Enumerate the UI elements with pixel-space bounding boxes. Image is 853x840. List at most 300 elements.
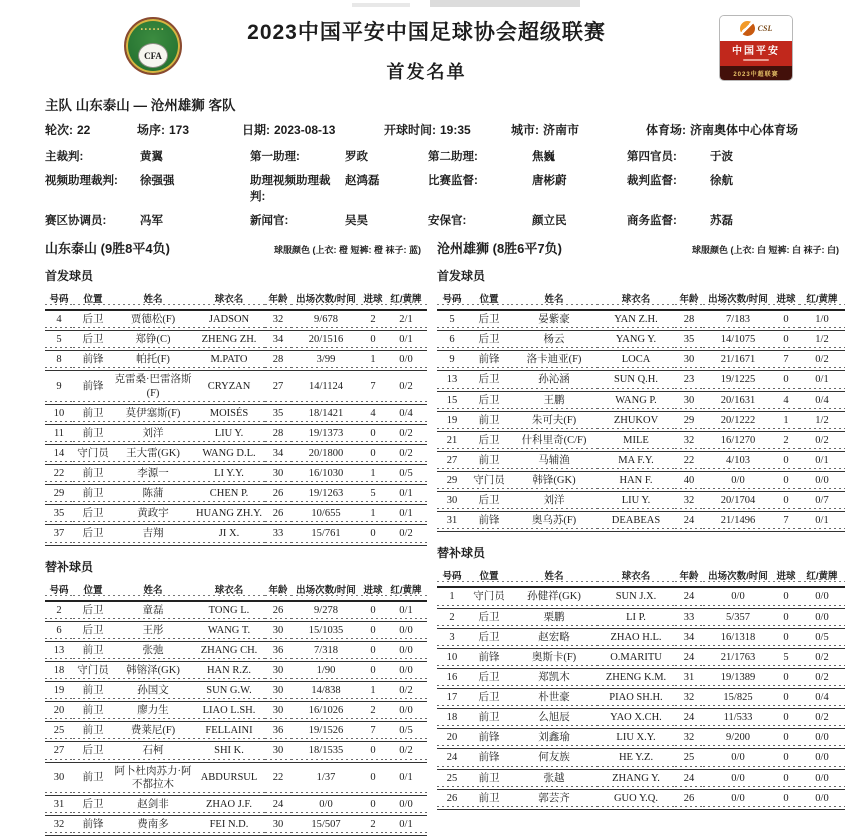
cell-name: 韩锋(GK) bbox=[511, 472, 597, 492]
cell-goals: 0 bbox=[773, 709, 799, 729]
player-row bbox=[437, 709, 845, 729]
official-name: 焦巍 bbox=[532, 151, 555, 163]
cell-cards: 0/2 bbox=[385, 525, 427, 545]
cell-jersey-name: LIU Y. bbox=[193, 424, 265, 444]
cell-apps-time: 14/1124 bbox=[291, 371, 361, 404]
official-name: 唐彬蔚 bbox=[532, 175, 567, 187]
csl-sponsor-logo bbox=[719, 15, 793, 81]
col-cards: 红/黄牌 bbox=[385, 579, 427, 601]
cell-name: 莫伊塞斯(F) bbox=[113, 404, 193, 424]
cell-cards: 0/0 bbox=[385, 661, 427, 681]
cell-age: 26 bbox=[265, 505, 291, 525]
cell-jersey-name: M.PATO bbox=[193, 351, 265, 371]
cell-apps-time: 20/1631 bbox=[703, 391, 773, 411]
cell-position: 前卫 bbox=[467, 411, 511, 431]
cell-cards: 0/0 bbox=[799, 472, 845, 492]
cell-cards: 0/1 bbox=[385, 762, 427, 795]
cell-name: 孙沁涵 bbox=[511, 371, 597, 391]
player-row bbox=[437, 411, 845, 431]
csl-word: CSL bbox=[757, 24, 773, 33]
col-name: 姓名 bbox=[511, 565, 597, 587]
cell-name: 王大雷(GK) bbox=[113, 444, 193, 464]
cell-name: 刘洋 bbox=[113, 424, 193, 444]
cell-age: 32 bbox=[675, 492, 703, 512]
cell-number: 6 bbox=[437, 331, 467, 351]
cell-number: 19 bbox=[437, 411, 467, 431]
cell-jersey-name: MA F.Y. bbox=[597, 451, 675, 471]
cell-number: 2 bbox=[437, 608, 467, 628]
away-subs-table bbox=[437, 565, 845, 809]
cell-goals: 0 bbox=[773, 769, 799, 789]
cell-apps-time: 16/1318 bbox=[703, 628, 773, 648]
cell-cards: 0/1 bbox=[385, 601, 427, 622]
col-number: 号码 bbox=[45, 579, 73, 601]
col-age: 年龄 bbox=[675, 565, 703, 587]
cell-apps-time: 0/0 bbox=[703, 587, 773, 608]
cell-name: 童磊 bbox=[113, 601, 193, 622]
cell-jersey-name: LIU Y. bbox=[597, 492, 675, 512]
cell-position: 前卫 bbox=[73, 641, 113, 661]
player-row bbox=[45, 310, 427, 331]
player-row bbox=[45, 621, 427, 641]
player-row bbox=[45, 465, 427, 485]
player-row bbox=[45, 702, 427, 722]
cell-jersey-name: SUN Q.H. bbox=[597, 371, 675, 391]
cell-cards: 0/2 bbox=[799, 431, 845, 451]
cell-age: 32 bbox=[265, 310, 291, 331]
cell-jersey-name: LIAO L.SH. bbox=[193, 702, 265, 722]
cell-position: 后卫 bbox=[73, 601, 113, 622]
cell-position: 后卫 bbox=[467, 310, 511, 331]
cell-goals: 0 bbox=[773, 492, 799, 512]
player-row bbox=[45, 351, 427, 371]
cell-number: 17 bbox=[437, 689, 467, 709]
cell-age: 31 bbox=[675, 668, 703, 688]
cell-jersey-name: ABDURSUL bbox=[193, 762, 265, 795]
cell-name: 费南多 bbox=[113, 815, 193, 835]
cell-goals: 1 bbox=[361, 682, 385, 702]
cell-goals: 7 bbox=[361, 722, 385, 742]
col-position: 位置 bbox=[467, 288, 511, 310]
cell-age: 33 bbox=[265, 525, 291, 545]
cell-number: 29 bbox=[437, 472, 467, 492]
official-label: 主裁判: bbox=[45, 151, 84, 163]
cell-jersey-name: MOISÉS bbox=[193, 404, 265, 424]
cell-position: 后卫 bbox=[467, 331, 511, 351]
cell-cards: 1/2 bbox=[799, 411, 845, 431]
player-row bbox=[437, 451, 845, 471]
cell-age: 29 bbox=[675, 411, 703, 431]
official-label: 第四官员: bbox=[627, 151, 677, 163]
player-row bbox=[45, 371, 427, 404]
official-label: 第一助理: bbox=[250, 151, 300, 163]
cell-age: 34 bbox=[265, 331, 291, 351]
col-goals: 进球 bbox=[361, 288, 385, 310]
cell-jersey-name: LI P. bbox=[597, 608, 675, 628]
cell-position: 前卫 bbox=[73, 682, 113, 702]
col-position: 位置 bbox=[467, 565, 511, 587]
cell-goals: 5 bbox=[773, 648, 799, 668]
cell-jersey-name: WANG T. bbox=[193, 621, 265, 641]
cell-position: 后卫 bbox=[73, 621, 113, 641]
cell-number: 35 bbox=[45, 505, 73, 525]
cell-apps-time: 15/761 bbox=[291, 525, 361, 545]
col-name: 姓名 bbox=[113, 288, 193, 310]
cell-goals: 1 bbox=[361, 351, 385, 371]
cell-name: 廖力生 bbox=[113, 702, 193, 722]
cell-apps-time: 21/1496 bbox=[703, 512, 773, 532]
cell-goals: 0 bbox=[361, 525, 385, 545]
cell-goals: 1 bbox=[361, 465, 385, 485]
cell-position: 后卫 bbox=[467, 371, 511, 391]
cell-age: 30 bbox=[265, 621, 291, 641]
player-row bbox=[437, 668, 845, 688]
official-name: 赵鸿磊 bbox=[345, 175, 380, 187]
cell-position: 后卫 bbox=[467, 391, 511, 411]
player-row bbox=[45, 795, 427, 815]
cell-name: 陈蒲 bbox=[113, 485, 193, 505]
away-team-name: 沧州雄狮 (8胜6平7负) bbox=[437, 241, 562, 256]
player-row bbox=[437, 310, 845, 331]
table-header-row bbox=[45, 288, 427, 310]
cell-jersey-name: HE Y.Z. bbox=[597, 749, 675, 769]
round-info: 轮次: 22 bbox=[45, 123, 91, 137]
cell-position: 守门员 bbox=[467, 472, 511, 492]
cell-name: 赵宏略 bbox=[511, 628, 597, 648]
cell-jersey-name: DEABEAS bbox=[597, 512, 675, 532]
player-row bbox=[437, 608, 845, 628]
official-name: 吴昊 bbox=[345, 215, 368, 227]
player-row bbox=[437, 472, 845, 492]
away-subs-label: 替补球员 bbox=[437, 546, 486, 561]
cell-jersey-name: YAN Z.H. bbox=[597, 310, 675, 331]
cell-jersey-name: ZHENG K.M. bbox=[597, 668, 675, 688]
player-row bbox=[437, 648, 845, 668]
player-row bbox=[437, 749, 845, 769]
cell-age: 34 bbox=[265, 444, 291, 464]
cell-name: 晏紫豪 bbox=[511, 310, 597, 331]
cell-name: 张越 bbox=[511, 769, 597, 789]
cell-number: 3 bbox=[437, 628, 467, 648]
cell-name: 贾德松(F) bbox=[113, 310, 193, 331]
cell-age: 26 bbox=[675, 789, 703, 809]
cell-age: 22 bbox=[675, 451, 703, 471]
col-jersey-name: 球衣名 bbox=[193, 579, 265, 601]
cell-goals: 2 bbox=[361, 815, 385, 835]
cell-name: 帕托(F) bbox=[113, 351, 193, 371]
cell-number: 2 bbox=[45, 601, 73, 622]
cfa-arc-text: •••••• bbox=[140, 27, 166, 33]
cell-apps-time: 0/0 bbox=[291, 795, 361, 815]
cell-name: 朴世豪 bbox=[511, 689, 597, 709]
cell-age: 32 bbox=[675, 689, 703, 709]
col-age: 年龄 bbox=[675, 288, 703, 310]
cell-number: 30 bbox=[45, 762, 73, 795]
cell-name: 克雷桑·巴雷洛斯(F) bbox=[113, 371, 193, 404]
cell-jersey-name: JI X. bbox=[193, 525, 265, 545]
cell-position: 后卫 bbox=[467, 689, 511, 709]
cell-apps-time: 1/90 bbox=[291, 661, 361, 681]
cell-cards: 0/2 bbox=[385, 682, 427, 702]
official-name: 徐航 bbox=[710, 175, 733, 187]
cell-cards: 0/1 bbox=[385, 331, 427, 351]
cell-number: 1 bbox=[437, 587, 467, 608]
pingan-brand-text: 中国平安 bbox=[732, 45, 780, 57]
away-team-header bbox=[437, 238, 845, 257]
cell-apps-time: 14/1075 bbox=[703, 331, 773, 351]
official-name: 罗政 bbox=[345, 151, 368, 163]
official-name: 徐强强 bbox=[140, 175, 175, 187]
cell-goals: 0 bbox=[361, 424, 385, 444]
cell-age: 30 bbox=[265, 682, 291, 702]
cell-age: 22 bbox=[265, 762, 291, 795]
cell-number: 21 bbox=[437, 431, 467, 451]
teams-section bbox=[0, 228, 853, 836]
cell-position: 前卫 bbox=[73, 465, 113, 485]
cell-number: 13 bbox=[45, 641, 73, 661]
cell-jersey-name: LOCA bbox=[597, 351, 675, 371]
cell-number: 37 bbox=[45, 525, 73, 545]
cell-number: 4 bbox=[45, 310, 73, 331]
cell-goals: 0 bbox=[361, 641, 385, 661]
player-row bbox=[45, 424, 427, 444]
official-label: 商务监督: bbox=[627, 215, 677, 227]
cell-jersey-name: FEI N.D. bbox=[193, 815, 265, 835]
home-team-section bbox=[45, 238, 427, 836]
cell-name: 奥斯卡(F) bbox=[511, 648, 597, 668]
cell-name: 刘鑫瑜 bbox=[511, 729, 597, 749]
cell-jersey-name: ZHAO H.L. bbox=[597, 628, 675, 648]
cell-number: 26 bbox=[437, 789, 467, 809]
cell-number: 15 bbox=[437, 391, 467, 411]
cell-position: 后卫 bbox=[467, 492, 511, 512]
cell-apps-time: 10/655 bbox=[291, 505, 361, 525]
player-row bbox=[437, 351, 845, 371]
player-row bbox=[437, 512, 845, 532]
cell-goals: 7 bbox=[361, 371, 385, 404]
cell-goals: 0 bbox=[361, 601, 385, 622]
official-label: 裁判监督: bbox=[627, 175, 677, 187]
cell-cards: 0/5 bbox=[385, 722, 427, 742]
cell-jersey-name: ZHENG ZH. bbox=[193, 331, 265, 351]
cell-number: 31 bbox=[437, 512, 467, 532]
cell-apps-time: 21/1763 bbox=[703, 648, 773, 668]
cell-cards: 0/2 bbox=[799, 668, 845, 688]
cell-age: 28 bbox=[265, 351, 291, 371]
cell-goals: 0 bbox=[773, 749, 799, 769]
cell-goals: 0 bbox=[773, 331, 799, 351]
col-cards: 红/黄牌 bbox=[799, 565, 845, 587]
cell-position: 前卫 bbox=[73, 424, 113, 444]
away-starters-label: 首发球员 bbox=[437, 269, 486, 283]
cell-jersey-name: SHI K. bbox=[193, 742, 265, 762]
cell-goals: 4 bbox=[361, 404, 385, 424]
cell-cards: 0/1 bbox=[385, 505, 427, 525]
col-apps-time: 出场次数/时间 bbox=[291, 288, 361, 310]
cell-goals: 0 bbox=[773, 729, 799, 749]
cell-jersey-name: FELLAINI bbox=[193, 722, 265, 742]
cell-number: 24 bbox=[437, 749, 467, 769]
col-name: 姓名 bbox=[511, 288, 597, 310]
date-info: 日期: 2023-08-13 bbox=[242, 123, 336, 137]
cell-cards: 1/0 bbox=[799, 310, 845, 331]
cell-name: 奥乌苏(F) bbox=[511, 512, 597, 532]
city-info: 城市: 济南市 bbox=[511, 123, 580, 137]
col-position: 位置 bbox=[73, 579, 113, 601]
cell-position: 前锋 bbox=[467, 729, 511, 749]
cell-apps-time: 16/1030 bbox=[291, 465, 361, 485]
cell-age: 25 bbox=[675, 749, 703, 769]
cell-apps-time: 3/99 bbox=[291, 351, 361, 371]
official-name: 苏磊 bbox=[710, 215, 733, 227]
official-label: 视频助理裁判: bbox=[45, 175, 118, 187]
pingan-brand-block bbox=[720, 41, 792, 66]
cell-apps-time: 0/0 bbox=[703, 749, 773, 769]
player-row bbox=[437, 789, 845, 809]
cell-position: 前锋 bbox=[73, 815, 113, 835]
cell-goals: 0 bbox=[773, 310, 799, 331]
cell-apps-time: 18/1421 bbox=[291, 404, 361, 424]
col-jersey-name: 球衣名 bbox=[597, 565, 675, 587]
cell-name: 费莱尼(F) bbox=[113, 722, 193, 742]
cell-number: 9 bbox=[45, 371, 73, 404]
cell-goals: 1 bbox=[361, 505, 385, 525]
col-name: 姓名 bbox=[113, 579, 193, 601]
cell-position: 守门员 bbox=[73, 661, 113, 681]
player-row bbox=[45, 742, 427, 762]
player-row bbox=[45, 601, 427, 622]
cell-jersey-name: GUO Y.Q. bbox=[597, 789, 675, 809]
cell-cards: 0/0 bbox=[385, 621, 427, 641]
cell-apps-time: 7/183 bbox=[703, 310, 773, 331]
cell-cards: 0/4 bbox=[385, 404, 427, 424]
cfa-logo bbox=[124, 17, 182, 75]
cell-jersey-name: SUN J.X. bbox=[597, 587, 675, 608]
cell-apps-time: 15/825 bbox=[703, 689, 773, 709]
col-jersey-name: 球衣名 bbox=[193, 288, 265, 310]
cell-age: 26 bbox=[265, 601, 291, 622]
cell-name: 阿卜杜肉苏力·阿不都拉木 bbox=[113, 762, 193, 795]
cell-apps-time: 7/318 bbox=[291, 641, 361, 661]
col-apps-time: 出场次数/时间 bbox=[291, 579, 361, 601]
cell-goals: 0 bbox=[773, 608, 799, 628]
player-row bbox=[45, 661, 427, 681]
cell-age: 24 bbox=[675, 648, 703, 668]
cell-cards: 0/1 bbox=[799, 371, 845, 391]
cell-name: 么旭辰 bbox=[511, 709, 597, 729]
cell-goals: 0 bbox=[361, 444, 385, 464]
player-row bbox=[45, 485, 427, 505]
cell-goals: 0 bbox=[361, 762, 385, 795]
cell-position: 后卫 bbox=[73, 505, 113, 525]
cell-jersey-name: MILE bbox=[597, 431, 675, 451]
cell-position: 守门员 bbox=[467, 587, 511, 608]
cell-number: 13 bbox=[437, 371, 467, 391]
player-row bbox=[437, 492, 845, 512]
col-age: 年龄 bbox=[265, 579, 291, 601]
cell-jersey-name: HUANG ZH.Y. bbox=[193, 505, 265, 525]
cell-position: 后卫 bbox=[73, 525, 113, 545]
cell-jersey-name: PIAO SH.H. bbox=[597, 689, 675, 709]
cell-apps-time: 18/1535 bbox=[291, 742, 361, 762]
col-cards: 红/黄牌 bbox=[385, 288, 427, 310]
player-row bbox=[437, 628, 845, 648]
cell-goals: 2 bbox=[361, 310, 385, 331]
cell-cards: 0/1 bbox=[385, 815, 427, 835]
player-row bbox=[45, 331, 427, 351]
cell-cards: 0/0 bbox=[799, 608, 845, 628]
player-row bbox=[45, 815, 427, 835]
cell-goals: 5 bbox=[361, 485, 385, 505]
player-row bbox=[45, 641, 427, 661]
cell-number: 14 bbox=[45, 444, 73, 464]
cell-jersey-name: CHEN P. bbox=[193, 485, 265, 505]
cell-number: 25 bbox=[45, 722, 73, 742]
cell-age: 30 bbox=[675, 391, 703, 411]
cell-apps-time: 14/838 bbox=[291, 682, 361, 702]
cell-number: 5 bbox=[437, 310, 467, 331]
cell-jersey-name: O.MARITU bbox=[597, 648, 675, 668]
cell-age: 28 bbox=[675, 310, 703, 331]
cell-age: 28 bbox=[265, 424, 291, 444]
cell-position: 后卫 bbox=[467, 668, 511, 688]
cell-jersey-name: HAN R.Z. bbox=[193, 661, 265, 681]
cell-name: 韩镕泽(GK) bbox=[113, 661, 193, 681]
cell-cards: 0/2 bbox=[385, 371, 427, 404]
cell-apps-time: 15/507 bbox=[291, 815, 361, 835]
cell-age: 26 bbox=[265, 485, 291, 505]
cell-apps-time: 0/0 bbox=[703, 769, 773, 789]
cell-apps-time: 1/37 bbox=[291, 762, 361, 795]
cell-apps-time: 19/1526 bbox=[291, 722, 361, 742]
cell-age: 36 bbox=[265, 722, 291, 742]
cell-number: 22 bbox=[45, 465, 73, 485]
cell-age: 24 bbox=[675, 769, 703, 789]
cell-apps-time: 21/1671 bbox=[703, 351, 773, 371]
csl-season-text: 2023中超联赛 bbox=[720, 66, 792, 80]
cell-goals: 0 bbox=[361, 331, 385, 351]
officials-grid bbox=[45, 148, 845, 228]
col-number: 号码 bbox=[437, 288, 467, 310]
home-starters-table bbox=[45, 288, 427, 546]
cell-position: 前锋 bbox=[467, 351, 511, 371]
player-row bbox=[437, 587, 845, 608]
cell-cards: 0/0 bbox=[799, 729, 845, 749]
cell-goals: 0 bbox=[773, 789, 799, 809]
cell-age: 23 bbox=[675, 371, 703, 391]
official-label: 第二助理: bbox=[428, 151, 478, 163]
cell-name: 李源一 bbox=[113, 465, 193, 485]
col-number: 号码 bbox=[45, 288, 73, 310]
cell-age: 30 bbox=[265, 661, 291, 681]
kickoff-info: 开球时间: 19:35 bbox=[384, 123, 471, 137]
cell-name: 何友族 bbox=[511, 749, 597, 769]
cell-cards: 0/0 bbox=[799, 769, 845, 789]
cell-cards: 0/5 bbox=[385, 465, 427, 485]
cell-age: 32 bbox=[675, 431, 703, 451]
cell-number: 10 bbox=[45, 404, 73, 424]
cell-number: 9 bbox=[437, 351, 467, 371]
cell-position: 前锋 bbox=[467, 512, 511, 532]
cell-name: 赵剑非 bbox=[113, 795, 193, 815]
player-row bbox=[437, 391, 845, 411]
cell-cards: 0/2 bbox=[799, 648, 845, 668]
cell-age: 30 bbox=[265, 465, 291, 485]
cell-jersey-name: LI Y.Y. bbox=[193, 465, 265, 485]
player-row bbox=[45, 505, 427, 525]
cell-name: 郑凯木 bbox=[511, 668, 597, 688]
cell-goals: 2 bbox=[361, 702, 385, 722]
